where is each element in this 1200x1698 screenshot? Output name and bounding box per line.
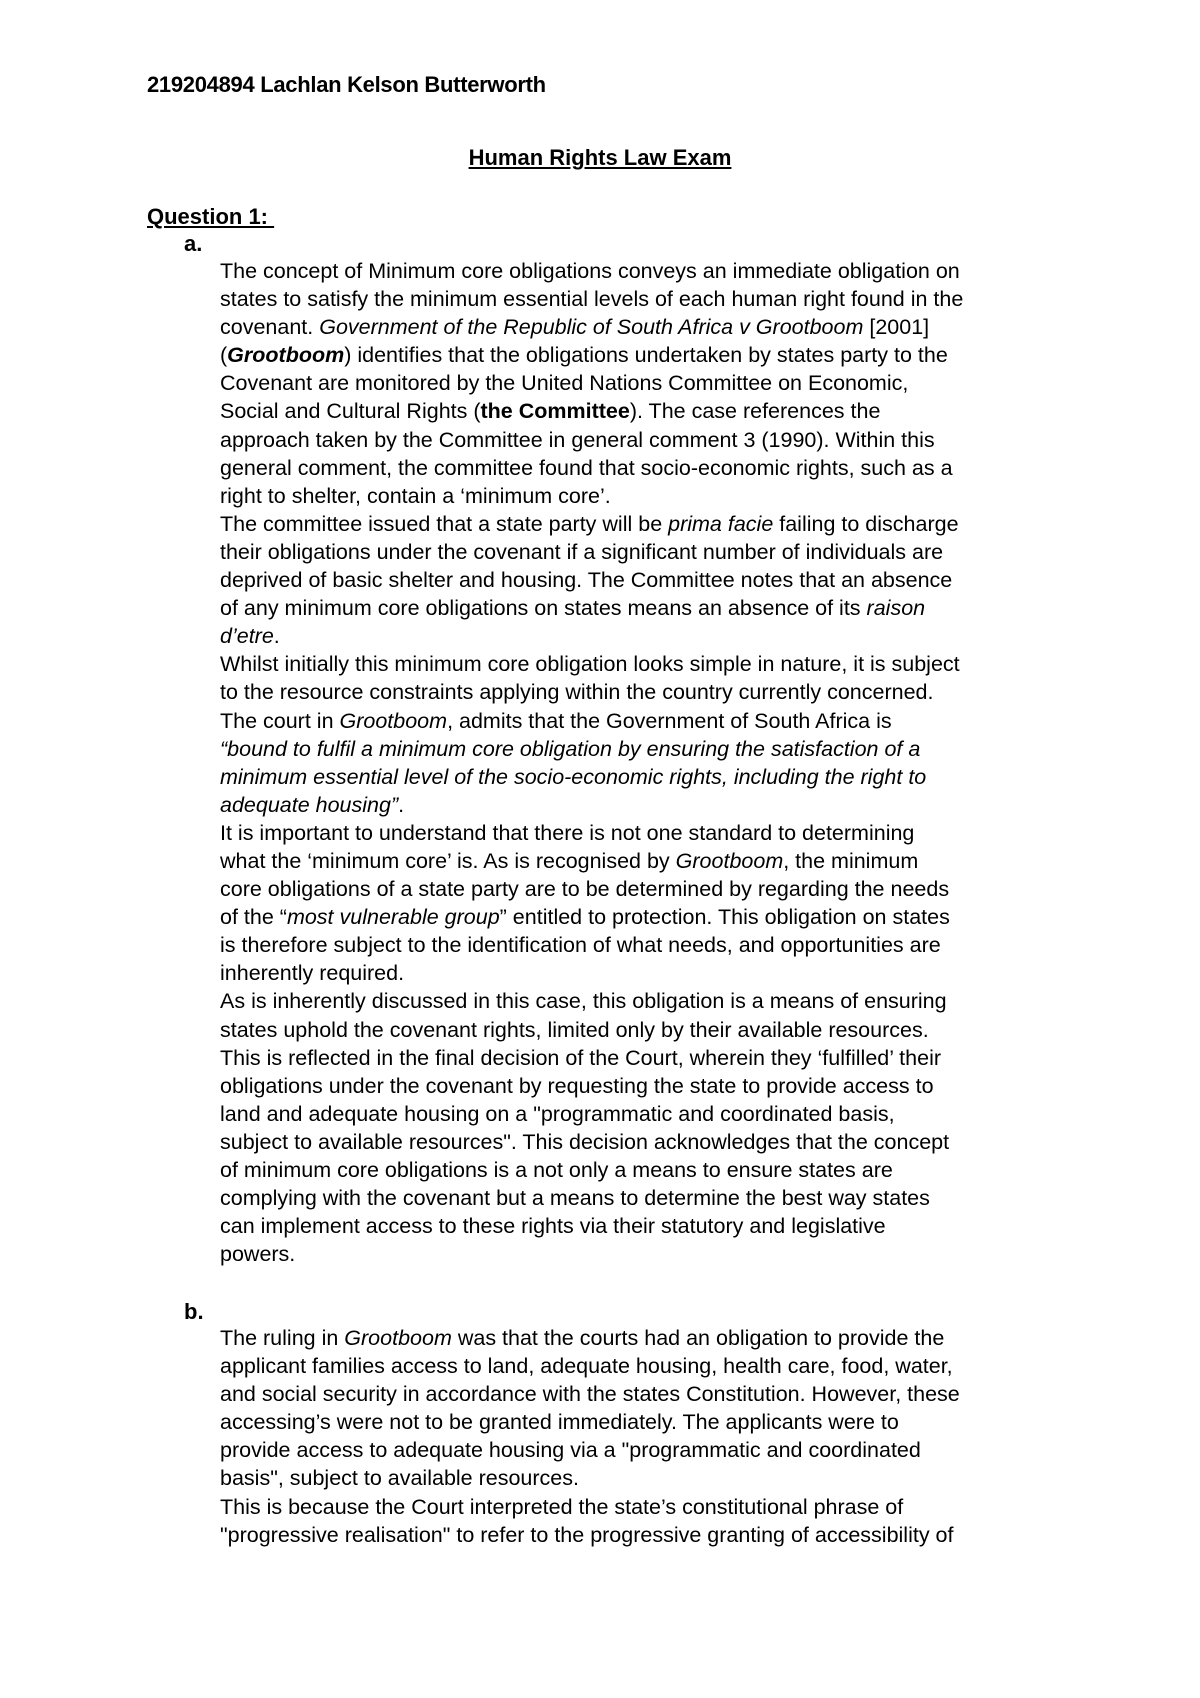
- text-line: [220, 1324, 1100, 1352]
- text-line: [220, 1521, 1100, 1549]
- text-segment: This is because the Court interpreted the state’s constitutional phrase of: [220, 1494, 904, 1519]
- text-line: [220, 763, 1100, 791]
- text-segment: states uphold the covenant rights, limited only by their available resources.: [220, 1017, 929, 1042]
- text-segment: was that the courts had an obligation to provide the: [451, 1326, 945, 1350]
- text-segment: As is inherently discussed in this case, this obligation is a means of ensuring: [220, 989, 947, 1014]
- text-line: [220, 1072, 1100, 1100]
- text-segment: Social and Cultural Rights (: [220, 399, 481, 424]
- text-segment: Grootboom: [344, 1326, 452, 1350]
- text-line: [220, 1380, 1100, 1408]
- part-a-answer: [220, 257, 1100, 1268]
- text-segment: Government of the Republic of South Africa v Grootboom: [319, 315, 864, 340]
- text-segment: basis", subject to available resources.: [220, 1466, 579, 1491]
- text-line: [220, 538, 1100, 566]
- text-segment: what the ‘minimum core’ is. As is recognised by: [220, 848, 676, 873]
- text-segment: can implement access to these rights via their statutory and legislative: [220, 1214, 886, 1239]
- text-line: [220, 566, 1100, 594]
- text-line: [220, 819, 1100, 847]
- text-line: [220, 987, 1100, 1015]
- text-segment: deprived of basic shelter and housing. The Committee notes that an absence: [220, 568, 953, 593]
- part-b-label: b.: [184, 1299, 204, 1324]
- text-line: [220, 1352, 1100, 1380]
- text-segment: their obligations under the covenant if a significant number of individuals are: [220, 539, 944, 564]
- text-segment: The committee issued that a state party will be: [220, 511, 669, 536]
- text-line: [220, 369, 1100, 397]
- text-segment: accessing’s were not to be granted immediately. The applicants were to: [220, 1410, 899, 1435]
- text-segment: minimum essential level of the socio-economic rights, including the right to: [220, 764, 927, 789]
- text-segment: The concept of Minimum core obligations conveys an immediate obligation on: [220, 259, 960, 283]
- question-heading: Question 1:: [147, 204, 275, 229]
- text-line: [220, 678, 1100, 706]
- text-segment: powers.: [220, 1242, 296, 1267]
- text-segment: , admits that the Government of South Africa is: [447, 708, 892, 733]
- text-segment: is therefore subject to the identification of what needs, and opportunities are: [220, 933, 941, 958]
- text-segment: Grootboom: [339, 708, 448, 733]
- text-segment: .: [273, 624, 280, 649]
- text-line: [220, 313, 1100, 341]
- text-segment: (: [220, 343, 228, 368]
- text-segment: most vulnerable group: [286, 905, 500, 930]
- text-segment: [2001]: [863, 315, 930, 340]
- text-line: [220, 1408, 1100, 1436]
- text-segment: The court in: [220, 708, 340, 733]
- text-line: [220, 959, 1100, 987]
- text-segment: ) identifies that the obligations undertaken by states party to the: [344, 343, 948, 368]
- text-segment: of any minimum core obligations on states means an absence of its: [220, 596, 867, 621]
- text-segment: complying with the covenant but a means to determine the best way states: [220, 1186, 930, 1211]
- text-line: [220, 482, 1100, 510]
- text-line: [220, 1044, 1100, 1072]
- text-line: [220, 707, 1100, 735]
- text-line: [220, 1464, 1100, 1492]
- text-segment: inherently required.: [220, 961, 405, 986]
- text-line: [220, 931, 1100, 959]
- text-segment: to the resource constraints applying within the country currently concerned.: [220, 680, 934, 705]
- text-line: [220, 341, 1100, 369]
- text-line: [220, 1184, 1100, 1212]
- text-segment: general comment, the committee found that socio-economic rights, such as a: [220, 455, 953, 480]
- text-line: [220, 875, 1100, 903]
- text-line: [220, 594, 1100, 622]
- text-segment: .: [398, 792, 405, 817]
- text-segment: approach taken by the Committee in general comment 3 (1990). Within this: [220, 427, 935, 452]
- text-segment: land and adequate housing on a "programmatic and coordinated basis,: [220, 1101, 895, 1126]
- text-segment: and social security in accordance with the states Constitution. However, these: [220, 1382, 960, 1407]
- text-segment: subject to available resources". This decision acknowledges that the concept: [220, 1129, 950, 1154]
- text-segment: provide access to adequate housing via a "programmatic and coordinated: [220, 1438, 921, 1463]
- text-segment: ). The case references the: [629, 399, 881, 424]
- text-segment: of minimum core obligations is a not only a means to ensure states are: [220, 1158, 893, 1182]
- text-segment: Covenant are monitored by the United Nations Committee on Economic,: [220, 371, 909, 396]
- text-segment: states to satisfy the minimum essential levels of each human right found in the: [220, 287, 964, 312]
- text-segment: prima facie: [668, 511, 774, 536]
- text-segment: raison: [866, 596, 926, 621]
- text-segment: ” entitled to protection. This obligation on states: [499, 905, 950, 930]
- text-line: [220, 1436, 1100, 1464]
- text-segment: It is important to understand that there is not one standard to determining: [220, 820, 915, 845]
- text-line: [220, 510, 1100, 538]
- text-segment: Whilst initially this minimum core obligation looks simple in nature, it is subject: [220, 652, 960, 677]
- part-b-answer: [220, 1324, 1100, 1549]
- text-segment: adequate housing”: [220, 792, 399, 817]
- text-segment: The ruling in: [220, 1326, 345, 1350]
- text-line: [220, 454, 1100, 482]
- text-segment: , the minimum: [783, 848, 919, 873]
- text-segment: right to shelter, contain a ‘minimum core’.: [220, 483, 611, 508]
- text-line: [220, 1128, 1100, 1156]
- text-segment: failing to discharge: [773, 511, 959, 536]
- text-segment: obligations under the covenant by requesting the state to provide access to: [220, 1073, 934, 1098]
- text-line: [220, 257, 1100, 285]
- part-a-label: a.: [184, 231, 203, 256]
- text-line: [220, 1212, 1100, 1240]
- text-line: [220, 735, 1100, 763]
- text-line: [220, 397, 1100, 425]
- text-segment: d’etre: [220, 624, 274, 649]
- text-line: [220, 285, 1100, 313]
- text-segment: Grootboom: [675, 848, 784, 873]
- text-segment: applicant families access to land, adequate housing, health care, food, water,: [220, 1354, 953, 1379]
- text-line: [220, 1016, 1100, 1044]
- text-line: [220, 622, 1100, 650]
- text-line: [220, 1156, 1100, 1184]
- text-segment: of the “: [220, 905, 287, 930]
- text-line: [220, 426, 1100, 454]
- text-segment: “bound to fulfil a minimum core obligation by ensuring the satisfaction of a: [220, 736, 921, 761]
- text-line: [220, 791, 1100, 819]
- text-line: [220, 847, 1100, 875]
- text-segment: This is reflected in the final decision of the Court, wherein they ‘fulfilled’ their: [220, 1045, 942, 1070]
- text-line: [220, 650, 1100, 678]
- text-line: [220, 1100, 1100, 1128]
- text-segment: covenant.: [220, 315, 320, 340]
- page-title: Human Rights Law Exam: [468, 145, 732, 170]
- text-segment: "progressive realisation" to refer to the progressive granting of accessibility of: [220, 1522, 954, 1547]
- text-segment: Grootboom: [227, 343, 345, 368]
- text-line: [220, 1240, 1100, 1268]
- text-segment: the Committee: [480, 399, 630, 424]
- text-segment: core obligations of a state party are to be determined by regarding the needs: [220, 877, 950, 902]
- text-line: [220, 1493, 1100, 1521]
- student-header: 219204894 Lachlan Kelson Butterworth: [147, 72, 546, 97]
- text-line: [220, 903, 1100, 931]
